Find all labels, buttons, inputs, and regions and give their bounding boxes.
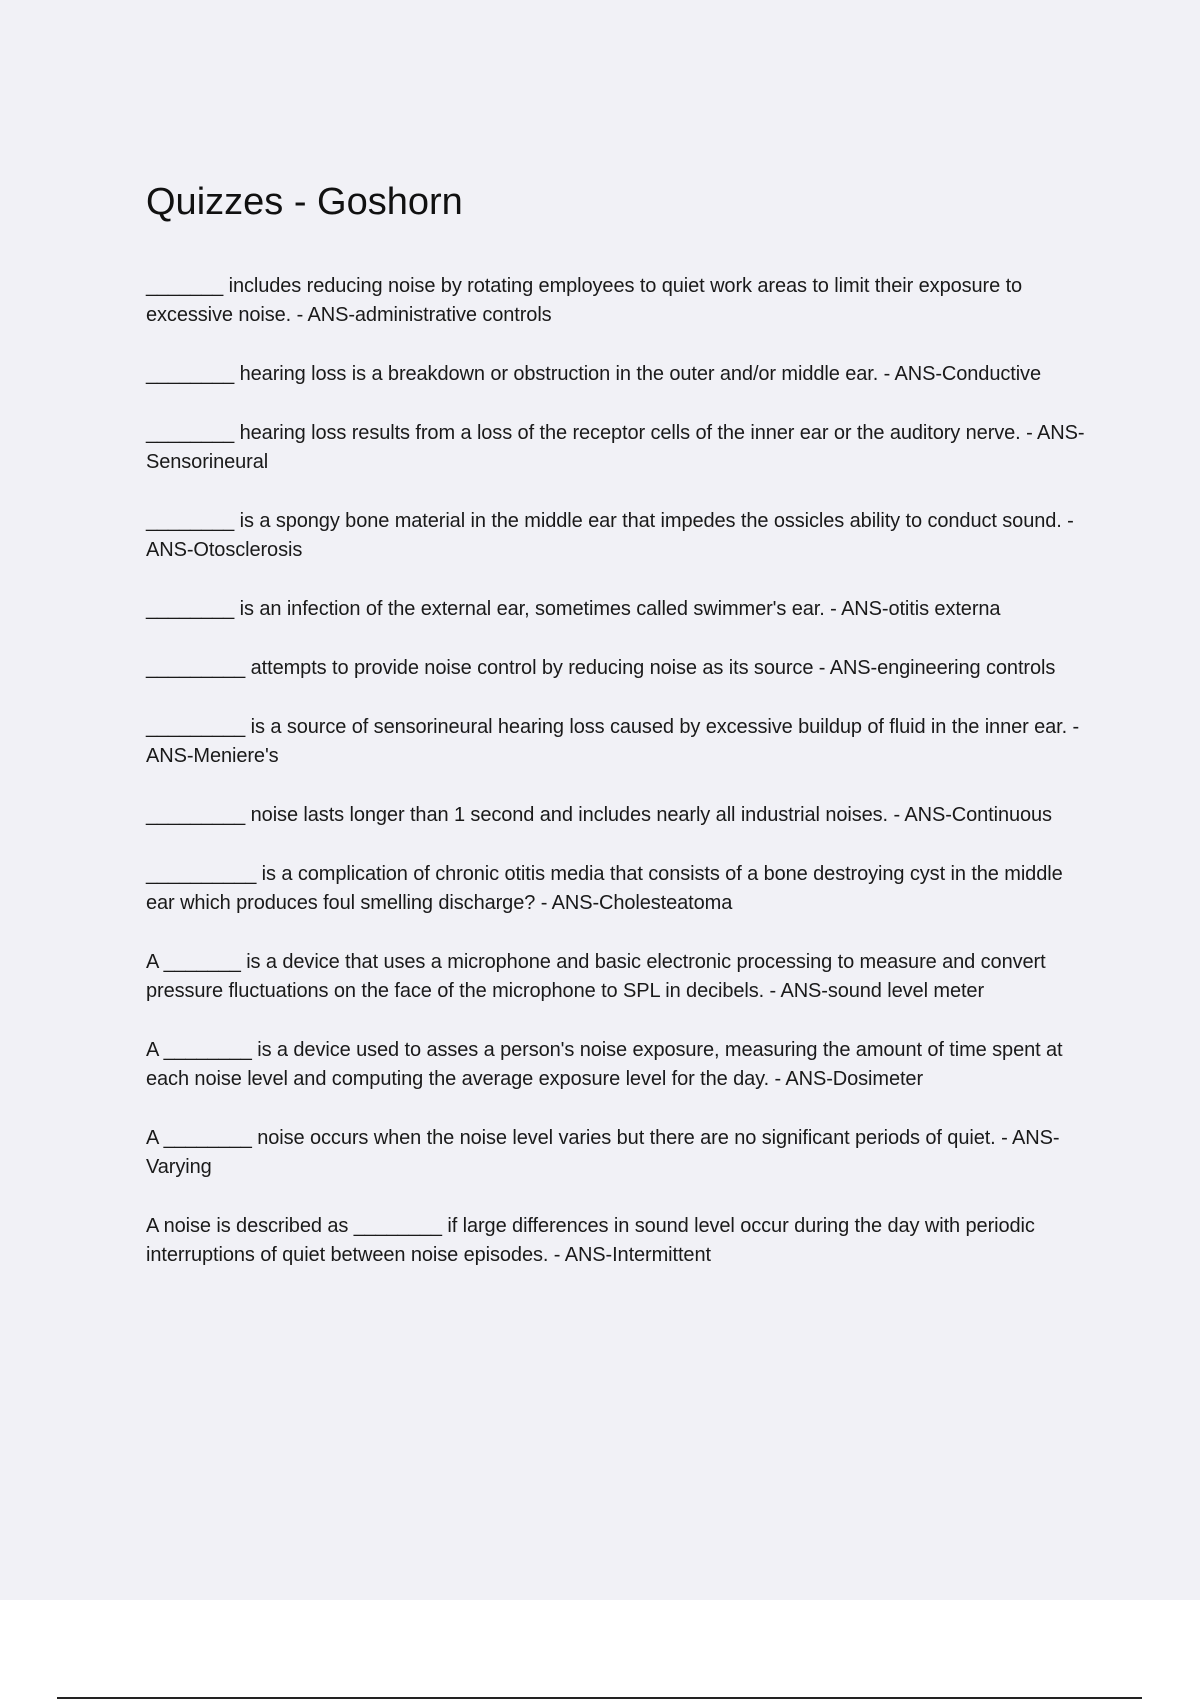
question-item: A _______ is a device that uses a microphone and basic electronic processing to measure and convert pressure fluctuations on the face of the microphone to SPL in decibels. - ANS-sound level meter [146, 950, 1046, 1002]
document-title: Quizzes - Goshorn [146, 181, 463, 223]
question-item: ________ hearing loss results from a loss of the receptor cells of the inner ear or the auditory nerve. - ANS-Sensorineural [146, 421, 1085, 473]
document-content [146, 182, 1092, 1300]
question-item: _________ noise lasts longer than 1 second and includes nearly all industrial noises. - ANS-Continuous [146, 803, 1052, 826]
question-item: A ________ noise occurs when the noise level varies but there are no significant periods of quiet. - ANS-Varying [146, 1126, 1060, 1178]
question-item: __________ is a complication of chronic otitis media that consists of a bone destroying cyst in the middle ear which produces foul smelling discharge? - ANS-Cholesteatoma [146, 862, 1063, 914]
footer-divider [57, 1697, 1142, 1699]
question-item: ________ is an infection of the external ear, sometimes called swimmer's ear. - ANS-otitis externa [146, 597, 1001, 620]
question-list [146, 272, 1092, 1270]
question-item: A noise is described as ________ if large differences in sound level occur during the day with periodic interruptions of quiet between noise episodes. - ANS-Intermittent [146, 1214, 1035, 1266]
question-item: A ________ is a device used to asses a person's noise exposure, measuring the amount of time spent at each noise level and computing the average exposure level for the day. - ANS-Dosimeter [146, 1038, 1063, 1090]
question-item: _________ attempts to provide noise control by reducing noise as its source - ANS-engineering controls [146, 656, 1056, 679]
question-item: _________ is a source of sensorineural hearing loss caused by excessive buildup of fluid in the inner ear. - ANS-Meniere's [146, 715, 1080, 767]
question-item: _______ includes reducing noise by rotating employees to quiet work areas to limit their exposure to excessive noise. - ANS-administrative controls [146, 274, 1023, 326]
question-item: ________ hearing loss is a breakdown or obstruction in the outer and/or middle ear. - ANS-Conductive [146, 362, 1041, 385]
question-item: ________ is a spongy bone material in the middle ear that impedes the ossicles ability to conduct sound. - ANS-Otosclerosis [146, 509, 1074, 561]
